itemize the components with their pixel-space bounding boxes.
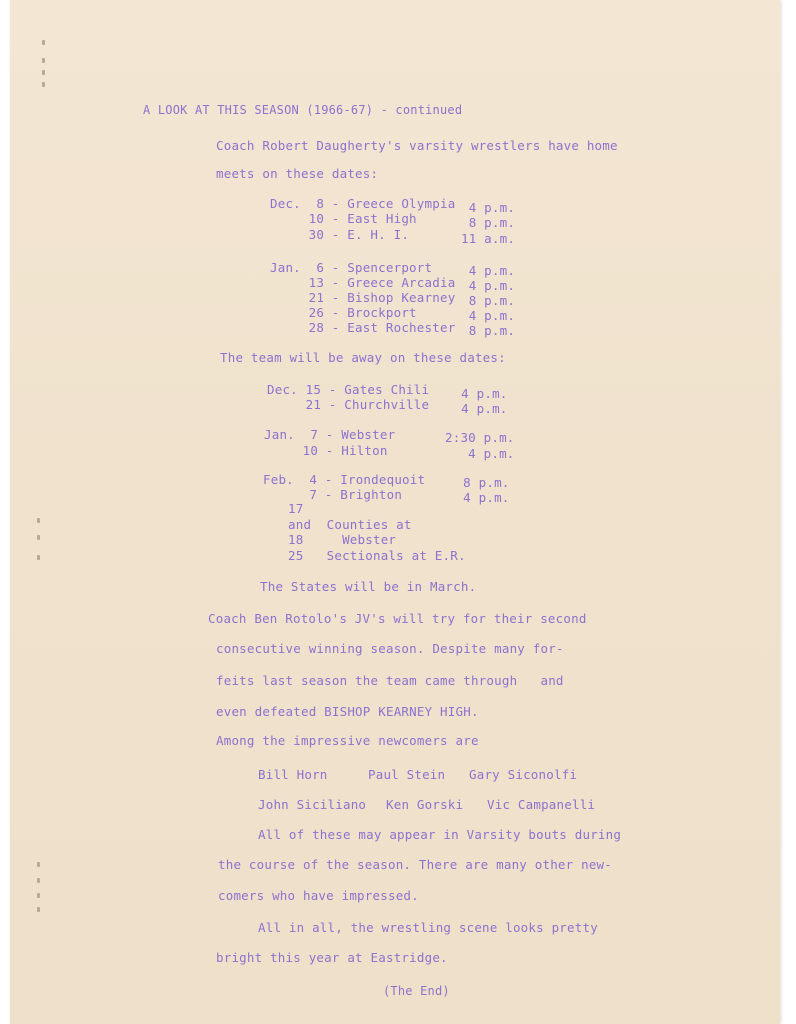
counties-line: 25 Sectionals at E.R.	[288, 548, 466, 563]
punch-hole	[42, 40, 45, 45]
newcomers-intro: Among the impressive newcomers are	[216, 733, 479, 748]
home-meet-time: 4 p.m.	[461, 278, 516, 293]
punch-hole	[42, 82, 45, 87]
closing-paragraph-line: bright this year at Eastridge.	[216, 950, 448, 965]
end-note: (The End)	[383, 984, 450, 998]
home-meet-time: 8 p.m.	[461, 323, 516, 338]
punch-hole	[42, 58, 45, 63]
punch-hole	[37, 907, 40, 912]
punch-hole	[42, 70, 45, 75]
away-meet-time: 4 p.m.	[438, 386, 508, 401]
away-meet-time: 4 p.m.	[438, 401, 508, 416]
newcomer-name: Vic Campanelli	[487, 797, 596, 812]
varsity-paragraph-line: All of these may appear in Varsity bouts during	[258, 827, 622, 842]
jv-paragraph-line: consecutive winning season. Despite many for-	[216, 641, 564, 656]
home-meet-time: 4 p.m.	[461, 200, 516, 215]
intro-line: Coach Robert Daugherty's varsity wrestlers have home	[216, 138, 618, 153]
newcomer-name: Paul Stein	[368, 767, 446, 782]
counties-line: and Counties at	[288, 517, 412, 532]
punch-hole	[37, 518, 40, 523]
home-meet-time: 8 p.m.	[461, 215, 516, 230]
states-line: The States will be in March.	[260, 579, 477, 594]
home-meet-date: Jan. 6 - Spencerport	[270, 260, 433, 275]
intro-line: meets on these dates:	[216, 166, 379, 181]
varsity-paragraph-line: comers who have impressed.	[218, 888, 419, 903]
jv-paragraph-line: Coach Ben Rotolo's JV's will try for their second	[208, 611, 587, 626]
newcomer-name: Ken Gorski	[386, 797, 464, 812]
punch-hole	[37, 893, 40, 898]
closing-paragraph-line: All in all, the wrestling scene looks pretty	[258, 920, 598, 935]
counties-line: 17	[288, 501, 304, 516]
home-meet-date: Dec. 8 - Greece Olympia	[270, 196, 456, 211]
jv-paragraph-line: even defeated BISHOP KEARNEY HIGH.	[216, 704, 479, 719]
away-meet-date: 21 - Churchville	[267, 397, 430, 412]
punch-hole	[37, 862, 40, 867]
away-meet-time: 8 p.m.	[440, 475, 510, 490]
home-meet-date: 13 - Greece Arcadia	[270, 275, 456, 290]
away-meet-time: 4 p.m.	[445, 446, 515, 461]
newcomer-name: Gary Siconolfi	[469, 767, 578, 782]
newcomer-name: John Siciliano	[258, 797, 367, 812]
counties-line: 18 Webster	[288, 532, 397, 547]
away-meet-date: 7 - Brighton	[263, 487, 403, 502]
away-meet-date: Dec. 15 - Gates Chili	[267, 382, 430, 397]
home-meet-time: 11 a.m.	[461, 231, 516, 246]
varsity-paragraph-line: the course of the season. There are many other new-	[218, 857, 613, 872]
home-meet-date: 26 - Brockport	[270, 305, 417, 320]
punch-hole	[37, 535, 40, 540]
newcomer-name: Bill Horn	[258, 767, 328, 782]
punch-hole	[37, 878, 40, 883]
away-meet-date: Feb. 4 - Irondequoit	[263, 472, 426, 487]
home-meet-date: 28 - East Rochester	[270, 320, 456, 335]
away-meet-time: 2:30 p.m.	[445, 430, 515, 445]
home-meet-time: 8 p.m.	[461, 293, 516, 308]
home-meet-time: 4 p.m.	[461, 263, 516, 278]
home-meet-date: 21 - Bishop Kearney	[270, 290, 456, 305]
away-meet-time: 4 p.m.	[440, 490, 510, 505]
punch-hole	[37, 555, 40, 560]
jv-paragraph-line: feits last season the team came through and	[216, 673, 564, 688]
home-meet-date: 10 - East High	[270, 211, 417, 226]
document-heading: A LOOK AT THIS SEASON (1966-67) - continued	[143, 103, 463, 117]
away-meet-date: Jan. 7 - Webster	[264, 427, 396, 442]
home-meet-time: 4 p.m.	[461, 308, 516, 323]
away-meet-date: 10 - Hilton	[264, 443, 388, 458]
away-intro: The team will be away on these dates:	[220, 350, 506, 365]
home-meet-date: 30 - E. H. I.	[270, 227, 410, 242]
